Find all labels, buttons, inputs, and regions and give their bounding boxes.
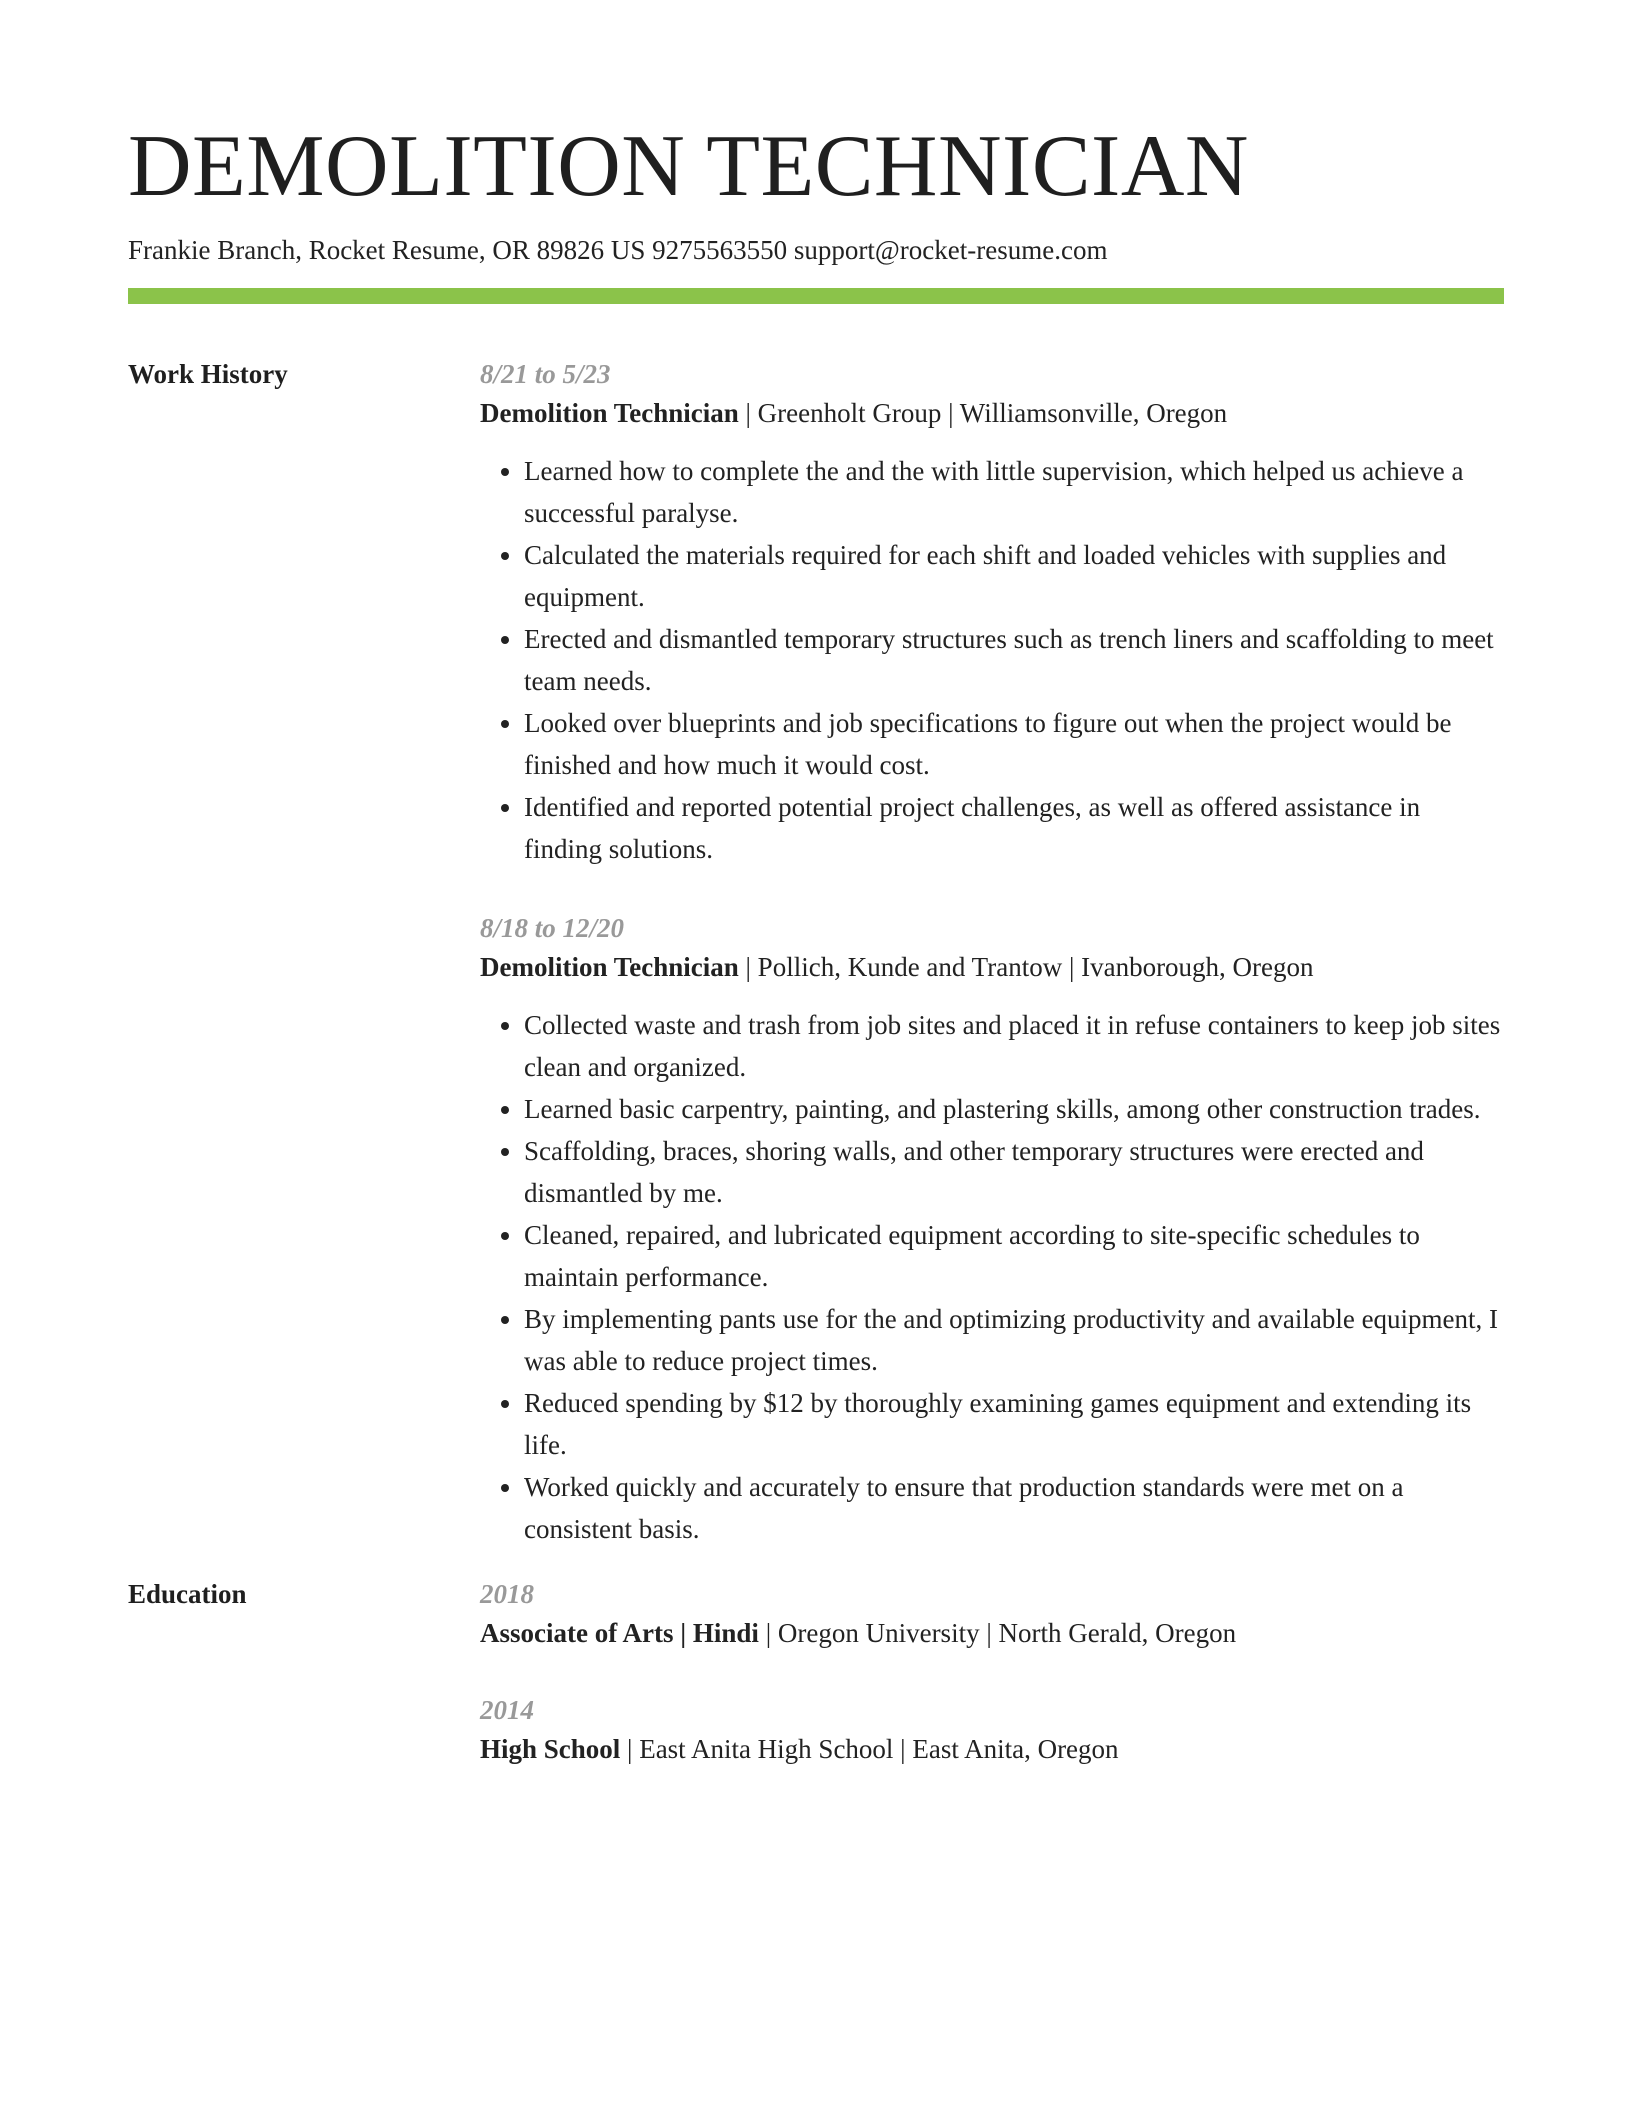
job-entry — [480, 356, 1504, 870]
resume-title: DEMOLITION TECHNICIAN — [128, 118, 1249, 215]
job-bullet: • Erected and dismantled temporary structures such as trench liners and scaffolding to meet team needs. — [524, 618, 1504, 702]
job-bullet: • Calculated the materials required for each shift and loaded vehicles with supplies and equipment. — [524, 534, 1504, 618]
job-bullet: • Reduced spending by $12 by thoroughly examining games equipment and extending its life. — [524, 1382, 1504, 1466]
job-role-line — [480, 392, 1504, 434]
education-line — [480, 1612, 1504, 1654]
work-history-heading: Work History — [128, 359, 288, 389]
job-bullet: • Cleaned, repaired, and lubricated equipment according to site-specific schedules to maintain performance. — [524, 1214, 1504, 1298]
job-title: Demolition Technician — [480, 398, 739, 428]
job-bullet: • Identified and reported potential project challenges, as well as offered assistance in finding solutions. — [524, 786, 1504, 870]
education-date: 2014 — [480, 1695, 534, 1725]
job-entry — [480, 910, 1504, 1550]
education-body — [480, 1576, 1504, 1770]
education-date: 2018 — [480, 1579, 534, 1609]
accent-divider — [128, 288, 1504, 304]
job-bullets — [480, 1004, 1504, 1550]
contact-line: Frankie Branch, Rocket Resume, OR 89826 US 9275563550 support@rocket-resume.com — [128, 235, 1108, 265]
job-bullet: • By implementing pants use for the and optimizing productivity and available equipment, I was able to reduce project times. — [524, 1298, 1504, 1382]
education-line — [480, 1728, 1504, 1770]
job-bullets — [480, 450, 1504, 870]
job-details: | Greenholt Group | Williamsonville, Oregon — [738, 398, 1228, 428]
job-bullet: • Learned how to complete the and the with little supervision, which helped us achieve a successful paralyse. — [524, 450, 1504, 534]
job-bullet: • Worked quickly and accurately to ensure that production standards were met on a consistent basis. — [524, 1466, 1504, 1550]
job-bullet: • Scaffolding, braces, shoring walls, and other temporary structures were erected and dismantled by me. — [524, 1130, 1504, 1214]
resume-page — [128, 112, 1504, 1770]
job-bullet: • Collected waste and trash from job sites and placed it in refuse containers to keep job sites clean and organized. — [524, 1004, 1504, 1088]
education-section — [128, 1576, 1504, 1770]
work-history-body — [480, 356, 1504, 1550]
education-degree: High School — [480, 1734, 621, 1764]
education-details: | East Anita High School | East Anita, Oregon — [620, 1734, 1119, 1764]
job-role-line — [480, 946, 1504, 988]
job-bullet: • Looked over blueprints and job specifications to figure out when the project would be finished and how much it would cost. — [524, 702, 1504, 786]
education-heading: Education — [128, 1579, 247, 1609]
job-date: 8/18 to 12/20 — [480, 913, 625, 943]
education-entry — [480, 1692, 1504, 1770]
job-details: | Pollich, Kunde and Trantow | Ivanborough, Oregon — [738, 952, 1314, 982]
work-history-section — [128, 356, 1504, 1550]
job-title: Demolition Technician — [480, 952, 739, 982]
job-date: 8/21 to 5/23 — [480, 359, 611, 389]
education-entry — [480, 1576, 1504, 1654]
education-degree: Associate of Arts | Hindi — [480, 1618, 759, 1648]
education-details: | Oregon University | North Gerald, Oregon — [758, 1618, 1237, 1648]
job-bullet: • Learned basic carpentry, painting, and plastering skills, among other construction trades. — [524, 1088, 1504, 1130]
